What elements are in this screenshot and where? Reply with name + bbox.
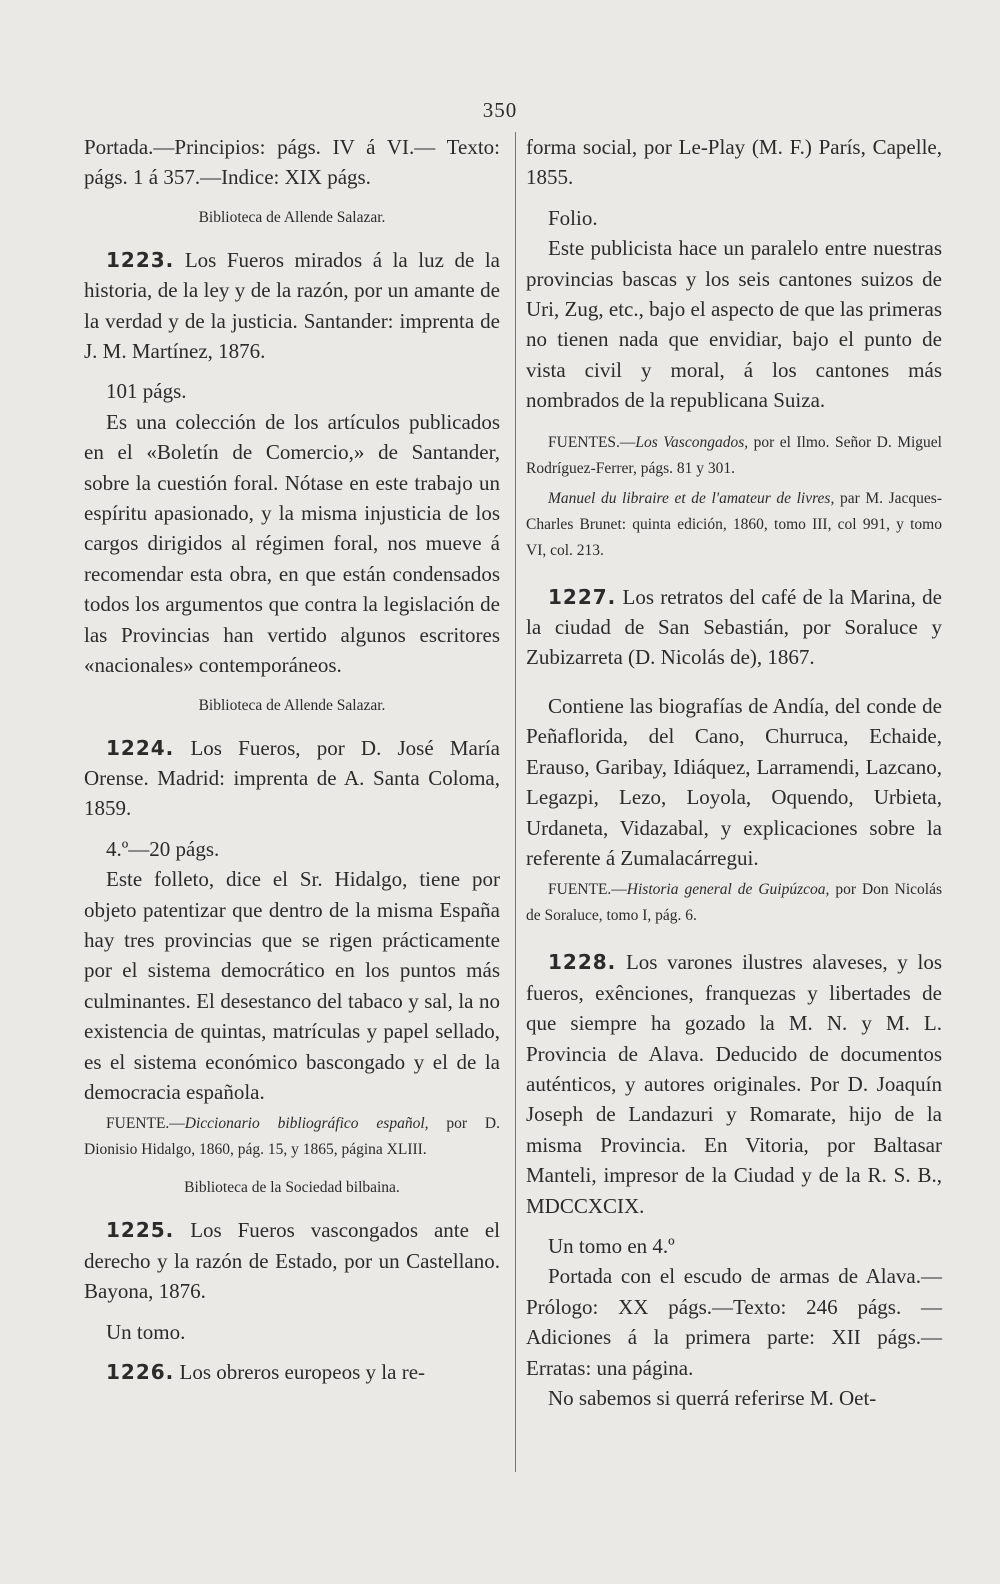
- source-note: [84, 1111, 500, 1163]
- entry-description: Portada con el escudo de armas de Alava.—Prólogo: XX págs.—Texto: 246 págs. —Adiciones á la primera parte: XII págs.— Erratas: una página.: [526, 1264, 942, 1380]
- entry-format: 101 págs.: [106, 379, 187, 404]
- entry-format: Folio.: [548, 205, 598, 230]
- entry-format: 4.º—20 págs.: [106, 836, 220, 861]
- library-note: Biblioteca de Allende Salazar.: [198, 208, 386, 226]
- entry-description: Contiene las biografías de Andía, del conde de Peñaflorida, del Cano, Churruca, Echaide, Erauso, Garibay, Idiáquez, Larramendi, Lazcano, Legazpi, Lezo, Loyola, Oquendo, Urbieta, Urdaneta, Vidazabal, y explicaciones sobre la referente á Zumalacárregui.: [526, 693, 942, 870]
- source-label: FUENTES.—: [548, 433, 636, 451]
- entry-1226: [84, 1357, 500, 1387]
- page-number: 350: [482, 98, 518, 122]
- source-note: [526, 430, 942, 482]
- entry-continuation: forma social, por Le-Play (M. F.) París, Capelle, 1855.: [526, 135, 942, 190]
- entry-description: Este publicista hace un paralelo entre nuestras provincias bascas y los seis cantones suizos de Uri, Zug, etc., bajo el aspecto de que las primeras no tienen nada que envidiar, bajo el punto de vista civil y moral, á los cantones más nombrados de la republicana Suiza.: [526, 236, 942, 413]
- right-column: [526, 132, 942, 1413]
- source-label: FUENTE.—: [548, 881, 627, 899]
- source-detail: par M. Jacques-Charles Brunet: quinta edición, 1860, tomo III, col 991, y tomo VI, col. 213.: [526, 489, 942, 559]
- entry-number: 1225.: [106, 1218, 175, 1243]
- entry-title: Los retratos del café de la Marina, de la ciudad de San Sebastián, por Soraluce y Zubizarreta (D. Nicolás de), 1867.: [526, 584, 942, 670]
- entry-number: 1223.: [106, 247, 175, 272]
- entry-1227: [526, 582, 942, 673]
- source-title: Diccionario bibliográfico español,: [184, 1115, 429, 1133]
- entry-title: Los Fueros, por D. José María Orense. Madrid: imprenta de A. Santa Coloma, 1859.: [84, 735, 500, 821]
- entry-format: Un tomo.: [106, 1319, 186, 1344]
- source-title: Los Vascongados,: [635, 433, 749, 451]
- entry-title: Los Fueros vascongados ante el derecho y la razón de Estado, por un Castellano. Bayona, 1876.: [84, 1218, 501, 1304]
- entry-title: Los obreros europeos y la re-: [179, 1360, 426, 1384]
- library-note: Biblioteca de Allende Salazar.: [198, 696, 386, 714]
- entry-number: 1226.: [106, 1360, 175, 1384]
- entry-number: 1228.: [548, 950, 617, 975]
- source-label: FUENTE.—: [106, 1115, 185, 1133]
- entry-1228: [526, 947, 942, 1221]
- library-note: Biblioteca de la Sociedad bilbaina.: [184, 1179, 400, 1197]
- entry-format: Un tomo en 4.º: [548, 1233, 675, 1258]
- entry-title: Los varones ilustres alaveses, y los fueros, exênciones, franquezas y libertades de que siempre ha gozado la M. N. y M. L. Provincia de Alava. Deducido de documentos auténticos, y autores originales. Por D. Joaquín Joseph de Landazuri y Romarate, hijo de la misma Provincia. En Vitoria, por Baltasar Manteli, impresor de la Ciudad y de la R. S. B., MDCCXCIX.: [526, 950, 942, 1218]
- entry-description: No sabemos si querrá referirse M. Oet-: [548, 1386, 877, 1410]
- source-title: Historia general de Guipúzcoa,: [626, 881, 830, 899]
- entry-1225: [84, 1215, 500, 1306]
- source-note: [526, 877, 942, 929]
- entry-description: Este folleto, dice el Sr. Hidalgo, tiene por objeto patentizar que dentro de la misma España hay tres provincias que se rigen prácticamente por el sistema democrático en los puntos más culminantes. El desestanco del tabaco y sal, la no existencia de quintas, matrículas y papel sellado, es el sistema económico bascongado y el de la democracia española.: [84, 867, 500, 1104]
- source-note: [526, 486, 942, 564]
- entry-description: Es una colección de los artículos publicados en el «Boletín de Comercio,» de Santander, sobre la cuestión foral. Nótase en este trabajo un espíritu apasionado, y la misma injusticia de los cargos dirigidos al régimen foral, nos mueve á recomendar esta obra, en que están condensados todos los argumentos que contra la legislación de las Provincias han vertido algunos escritores «nacionales» contemporáneos.: [84, 409, 500, 678]
- entry-number: 1224.: [106, 735, 175, 760]
- entry-title: Los Fueros mirados á la luz de la historia, de la ley y de la razón, por un amante de la verdad y de la justicia. Santander: imprenta de J. M. Martínez, 1876.: [84, 247, 501, 364]
- entry-1224: [84, 733, 500, 824]
- source-title: Manuel du libraire et de l'amateur de livres,: [548, 489, 835, 507]
- entry-1223: [84, 245, 500, 367]
- entry-continuation: Portada.—Principios: págs. IV á VI.— Texto: págs. 1 á 357.—Indice: XIX págs.: [84, 135, 500, 190]
- column-divider: [515, 132, 516, 1472]
- source-detail: por el Ilmo. Señor D. Miguel Rodríguez-Ferrer, págs. 81 y 301.: [526, 433, 942, 477]
- source-detail: por Don Nicolás de Soraluce, tomo I, pág. 6.: [526, 881, 942, 925]
- left-column: [84, 132, 500, 1387]
- entry-number: 1227.: [548, 584, 617, 609]
- source-detail: por D. Dionisio Hidalgo, 1860, pág. 15, y 1865, página XLIII.: [84, 1115, 500, 1159]
